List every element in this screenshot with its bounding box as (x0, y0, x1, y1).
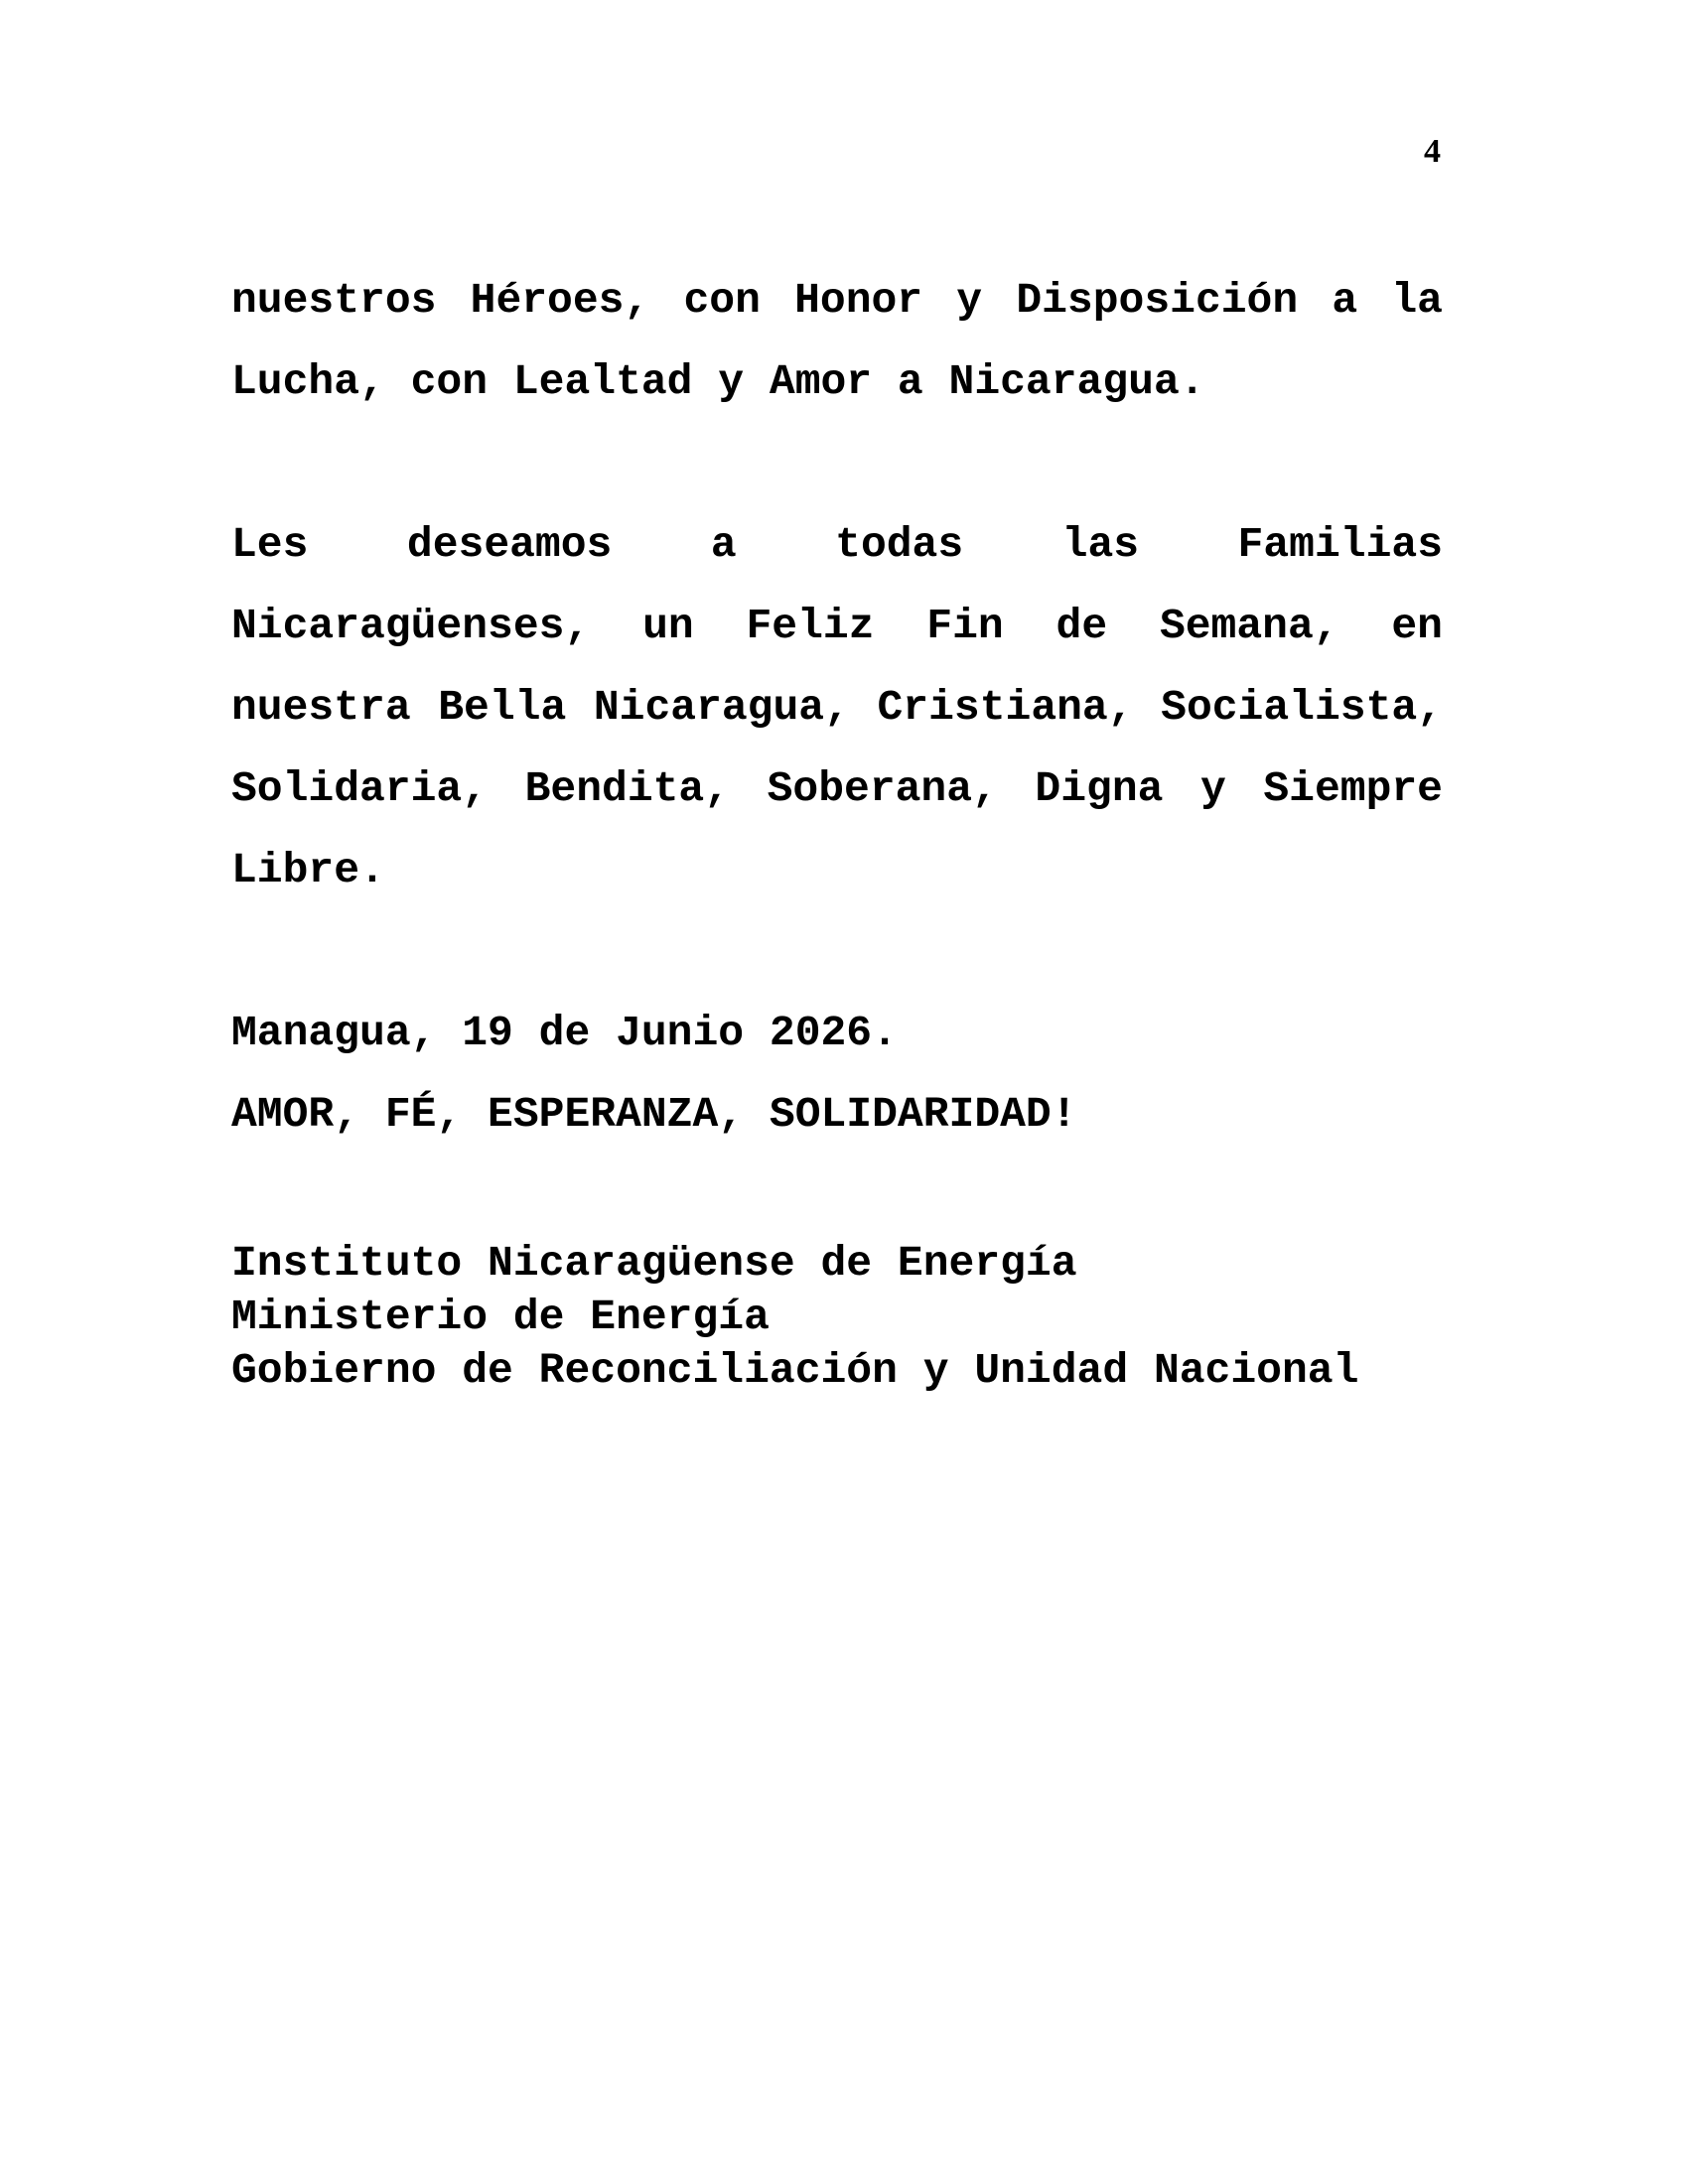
paragraph-heroes: nuestros Héroes, con Honor y Disposición a la Lucha, con Lealtad y Amor a Nicaragua. (231, 276, 1443, 406)
signature-government: Gobierno de Reconciliación y Unidad Nacional (231, 1346, 1359, 1395)
motto: AMOR, FÉ, ESPERANZA, SOLIDARIDAD! (231, 1090, 1077, 1139)
closing-block (231, 993, 1443, 1156)
signature-institute: Instituto Nicaragüense de Energía (231, 1239, 1077, 1288)
paragraph-greeting: Les deseamos a todas las Familias Nicaragüenses, un Feliz Fin de Semana, en nuestra Bella Nicaragua, Cristiana, Socialista, Solidaria, Bendita, Soberana, Digna y Siempre Libre. (231, 520, 1443, 894)
signature-block (231, 1237, 1443, 1398)
document-body (231, 260, 1443, 1398)
page-number: 4 (1424, 133, 1441, 170)
signature-ministry: Ministerio de Energía (231, 1293, 770, 1341)
place-date: Managua, 19 de Junio 2026. (231, 1009, 898, 1057)
